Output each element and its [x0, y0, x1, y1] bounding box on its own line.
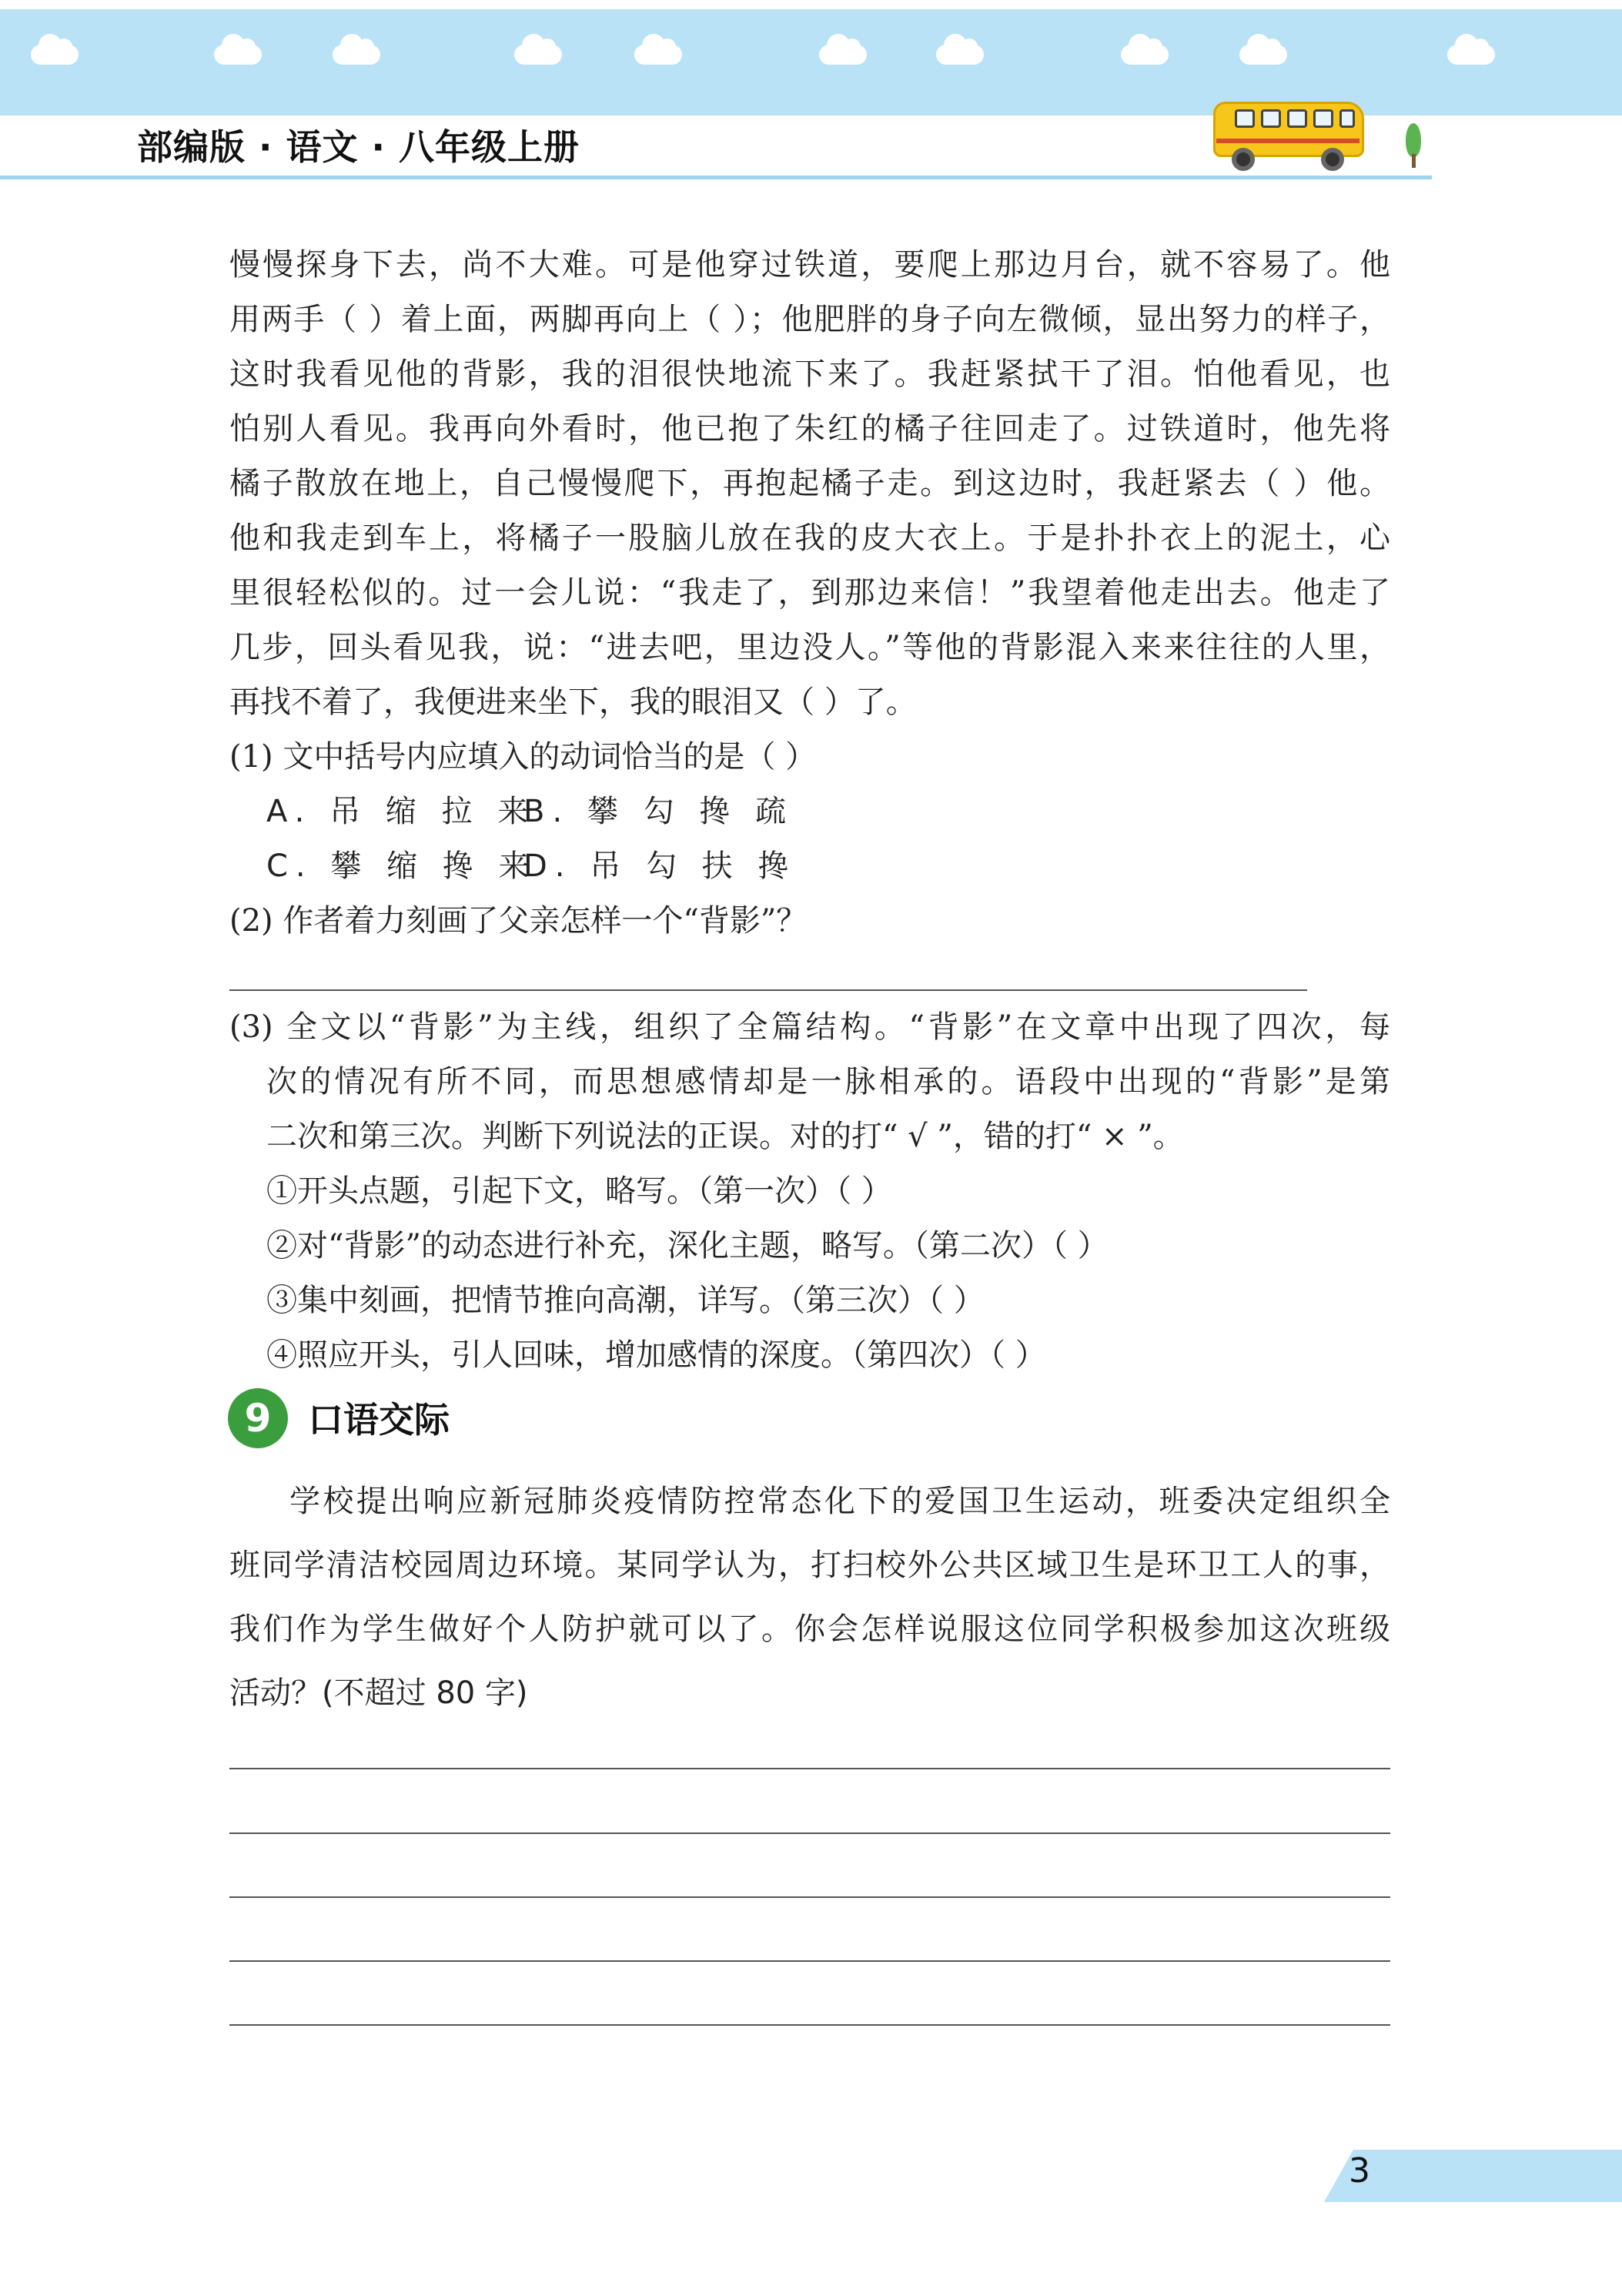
book-title: 部编版 · 语文 · 八年级上册 — [137, 126, 580, 168]
cloud-icon — [31, 45, 79, 65]
answer-line[interactable] — [229, 1832, 1390, 1834]
question-1-option-b[interactable]: B. 攀 勾 搀 疏 — [523, 794, 794, 829]
question-1-stem: (1) 文中括号内应填入的动词恰当的是（ ） — [229, 739, 817, 775]
question-3-item[interactable]: ③集中刻画，把情节推向高潮，详写。（第三次）（ ） — [266, 1283, 985, 1318]
cloud-icon — [634, 45, 682, 65]
passage-line: 怕别人看见。我再向外看时，他已抱了朱红的橘子往回走了。过铁道时，他先将 — [229, 411, 1390, 447]
header-divider — [0, 176, 1432, 179]
cloud-icon — [819, 45, 867, 65]
question-1-option-a[interactable]: A. 吊 缩 拉 来 — [266, 794, 537, 829]
question-3-item[interactable]: ④照应开头，引人回味，增加感情的深度。（第四次）（ ） — [266, 1337, 1046, 1373]
question-2-answer-line[interactable] — [229, 989, 1307, 991]
section-title: 口语交际 — [308, 1399, 450, 1441]
passage-line: 橘子散放在地上，自己慢慢爬下，再抱起橘子走。到这边时，我赶紧去（ ）他。 — [229, 466, 1390, 501]
cloud-icon — [333, 45, 380, 65]
section-9-line: 我们作为学生做好个人防护就可以了。你会怎样说服这位同学积极参加这次班级 — [229, 1612, 1390, 1647]
cloud-icon — [936, 45, 984, 65]
passage-line: 这时我看见他的背影，我的泪很快地流下来了。我赶紧拭干了泪。怕他看见，也 — [229, 356, 1390, 392]
question-3-line: (3) 全文以“背影”为主线，组织了全篇结构。“背影”在文章中出现了四次，每 — [229, 1009, 1390, 1045]
cloud-icon — [214, 45, 262, 65]
section-9-line: 学校提出响应新冠肺炎疫情防控常态化下的爱国卫生运动，班委决定组织全 — [289, 1484, 1390, 1519]
page-header — [0, 0, 1622, 185]
answer-line[interactable] — [229, 2024, 1390, 2026]
passage-line: 用两手（ ）着上面，两脚再向上（ ）；他肥胖的身子向左微倾，显出努力的样子， — [229, 302, 1390, 337]
sky-banner — [0, 9, 1622, 115]
section-9-line: 班同学清洁校园周边环境。某同学认为，打扫校外公共区域卫生是环卫工人的事， — [229, 1548, 1390, 1583]
school-bus-icon — [1213, 97, 1367, 174]
cloud-icon — [1239, 45, 1287, 65]
question-2-stem: (2) 作者着力刻画了父亲怎样一个“背影”？ — [229, 903, 808, 939]
tree-trunk — [1412, 154, 1416, 168]
passage-line: 里很轻松似的。过一会儿说：“我走了，到那边来信！”我望着他走出去。他走了 — [229, 575, 1390, 611]
page-number: 3 — [1349, 2151, 1370, 2191]
answer-line[interactable] — [229, 1896, 1390, 1898]
cloud-icon — [1121, 45, 1169, 65]
question-3-item[interactable]: ②对“背影”的动态进行补充，深化主题，略写。（第二次）（ ） — [266, 1228, 1109, 1263]
passage-line: 他和我走到车上，将橘子一股脑儿放在我的皮大衣上。于是扑扑衣上的泥土，心 — [229, 520, 1390, 556]
question-1-option-c[interactable]: C. 攀 缩 搀 来 — [266, 848, 537, 884]
tree-icon — [1406, 123, 1421, 157]
question-3-line: 次的情况有所不同，而思想感情却是一脉相承的。语段中出现的“背影”是第 — [266, 1064, 1390, 1099]
cloud-icon — [1447, 45, 1495, 65]
cloud-icon — [514, 45, 562, 65]
answer-line[interactable] — [229, 1768, 1390, 1769]
question-3-line: 二次和第三次。判断下列说法的正误。对的打“ √ ”，错的打“ × ”。 — [266, 1119, 1184, 1154]
passage-line: 再找不着了，我便进来坐下，我的眼泪又（ ）了。 — [229, 684, 917, 720]
passage-line: 几步，回头看见我，说：“进去吧，里边没人。”等他的背影混入来来往往的人里， — [229, 630, 1390, 665]
question-1-option-d[interactable]: D. 吊 勾 扶 搀 — [523, 848, 797, 884]
answer-line[interactable] — [229, 1960, 1390, 1962]
section-number-badge: 9 — [228, 1388, 288, 1448]
passage-line: 慢慢探身下去，尚不大难。可是他穿过铁道，要爬上那边月台，就不容易了。他 — [229, 247, 1390, 283]
question-3-item[interactable]: ①开头点题，引起下文，略写。（第一次）（ ） — [266, 1173, 892, 1209]
section-9-line: 活动？(不超过 80 字) — [229, 1675, 528, 1711]
